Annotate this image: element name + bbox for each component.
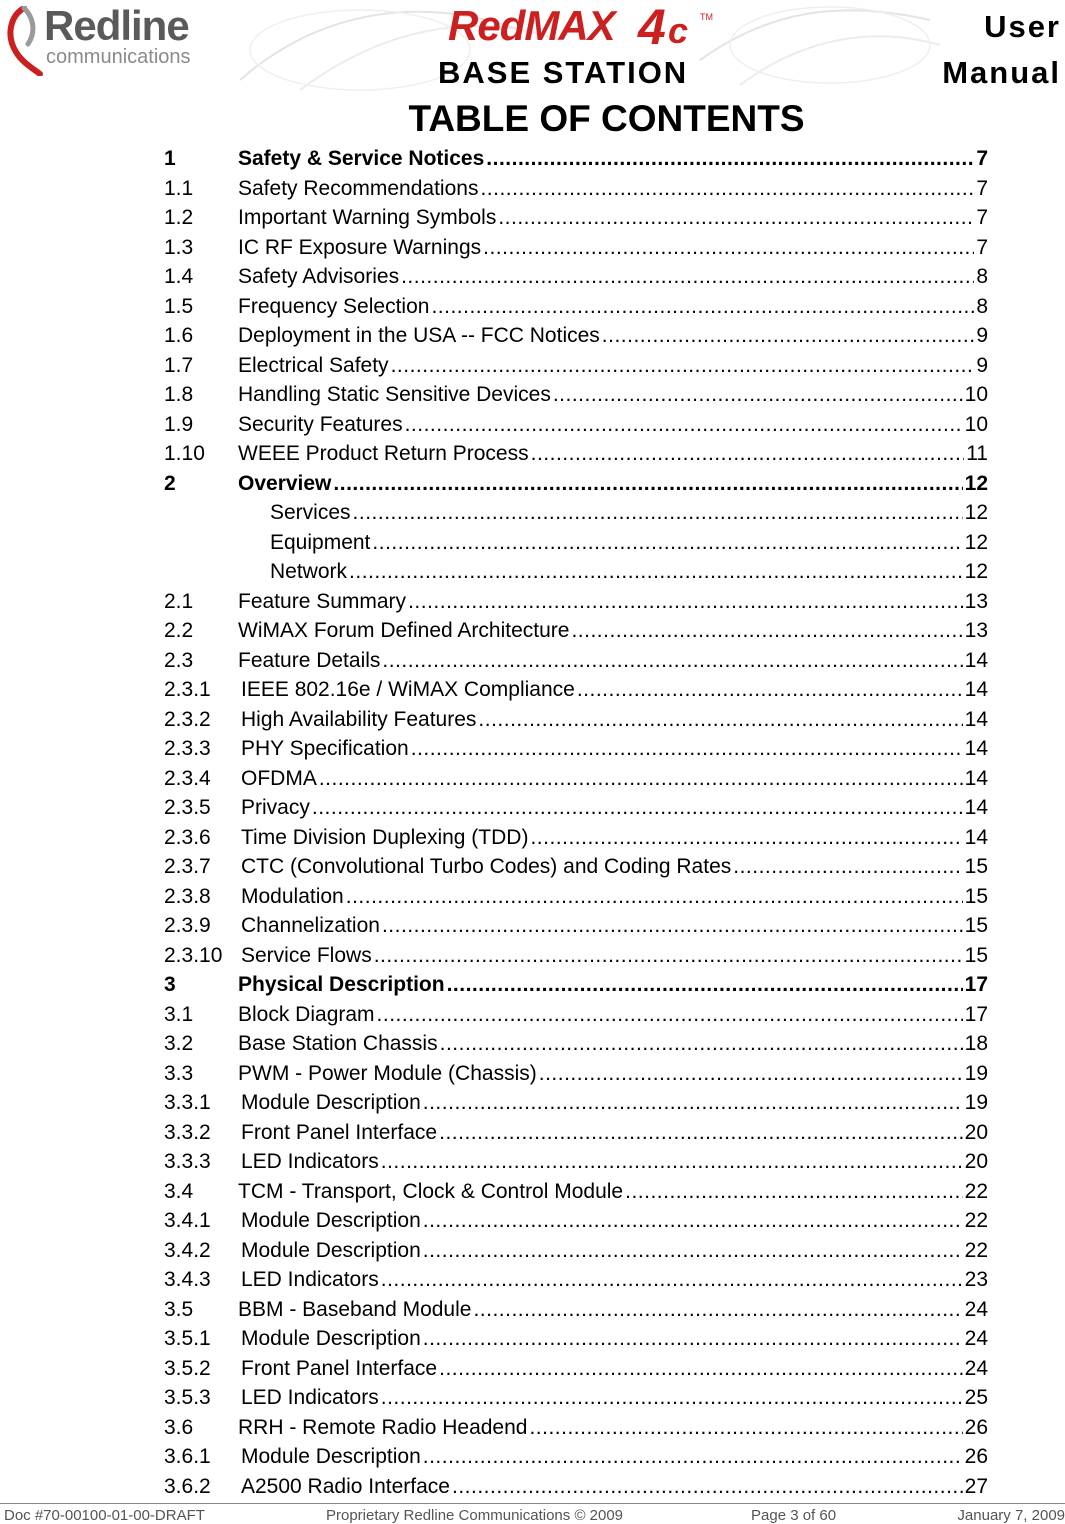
toc-entry[interactable] bbox=[164, 292, 988, 322]
toc-entry[interactable] bbox=[164, 203, 988, 233]
toc-entry[interactable] bbox=[164, 646, 988, 676]
footer-divider bbox=[0, 1503, 1065, 1504]
toc-entry[interactable] bbox=[164, 941, 988, 971]
toc-dot-leader bbox=[531, 439, 965, 469]
toc-entry-line bbox=[238, 1177, 988, 1207]
toc-entry[interactable] bbox=[164, 439, 988, 469]
toc-entry-line bbox=[241, 675, 988, 705]
toc-entry-title[interactable]: Electrical Safety bbox=[238, 353, 389, 377]
toc-entry-page[interactable]: 22 bbox=[964, 1209, 988, 1232]
toc-entry[interactable] bbox=[164, 1088, 988, 1118]
toc-entry-title[interactable]: PWM - Power Module (Chassis) bbox=[238, 1061, 537, 1085]
toc-dot-leader bbox=[408, 587, 963, 617]
toc-entry-line bbox=[241, 1265, 988, 1295]
toc-entry-number: 3.5.3 bbox=[164, 1386, 211, 1409]
toc-entry-number: 2.3.1 bbox=[164, 678, 211, 701]
toc-entry-line bbox=[241, 1088, 988, 1118]
toc-entry[interactable] bbox=[164, 1442, 988, 1472]
toc-entry-title[interactable]: BBM - Baseband Module bbox=[238, 1297, 472, 1321]
toc-dot-leader bbox=[377, 1000, 963, 1030]
toc-dot-leader bbox=[439, 1354, 963, 1384]
toc-entry-line bbox=[238, 1059, 988, 1089]
toc-dot-leader bbox=[530, 823, 962, 853]
toc-entry-number: 2.3.3 bbox=[164, 737, 211, 760]
toc-entry-number: 2.3.9 bbox=[164, 914, 211, 937]
toc-entry-line bbox=[241, 911, 988, 941]
toc-entry-title[interactable]: LED Indicators bbox=[241, 1386, 379, 1409]
toc-entry-number: 3.2 bbox=[164, 1032, 194, 1055]
toc-entry-number: 1.7 bbox=[164, 353, 194, 377]
toc-dot-leader bbox=[539, 1059, 963, 1089]
toc-entry[interactable] bbox=[164, 793, 988, 823]
toc-entry[interactable] bbox=[164, 262, 988, 292]
toc-entry-title[interactable]: OFDMA bbox=[241, 766, 317, 790]
toc-entry-title[interactable]: Modulation bbox=[241, 884, 344, 908]
toc-entry-title[interactable]: Feature Summary bbox=[238, 589, 407, 613]
toc-entry-line bbox=[238, 1413, 988, 1443]
toc-dot-leader bbox=[401, 262, 974, 292]
toc-entry-number: 2.3.6 bbox=[164, 825, 211, 849]
toc-entry-line bbox=[241, 882, 988, 912]
toc-entry-line bbox=[241, 1206, 988, 1236]
toc-entry-line bbox=[241, 941, 988, 971]
toc-dot-leader bbox=[498, 203, 974, 233]
toc-dot-leader bbox=[382, 646, 962, 676]
toc-entry-number: 3.3.2 bbox=[164, 1120, 211, 1144]
toc-entry-line bbox=[238, 616, 988, 646]
toc-entry-title[interactable]: IC RF Exposure Warnings bbox=[238, 235, 482, 259]
toc-entry-page[interactable]: 18 bbox=[964, 1032, 988, 1055]
toc-entry-line bbox=[241, 1118, 988, 1148]
toc-entry[interactable] bbox=[164, 469, 988, 499]
toc-dot-leader bbox=[423, 1236, 963, 1266]
toc-entry-number: 3.4.3 bbox=[164, 1268, 211, 1291]
toc-entry-page[interactable]: 7 bbox=[976, 235, 988, 259]
toc-entry-line bbox=[238, 262, 988, 292]
toc-entry-number: 3.6 bbox=[164, 1415, 194, 1439]
toc-entry-title[interactable]: TCM - Transport, Clock & Control Module bbox=[238, 1179, 624, 1203]
toc-entry-page[interactable]: 17 bbox=[964, 973, 988, 996]
toc-entry[interactable] bbox=[164, 144, 988, 174]
toc-entry-title[interactable]: Base Station Chassis bbox=[238, 1032, 438, 1055]
toc-entry-line bbox=[241, 793, 988, 823]
toc-entry[interactable] bbox=[164, 1383, 988, 1413]
toc-entry-page[interactable]: 20 bbox=[964, 1150, 988, 1173]
toc-entry-page[interactable]: 14 bbox=[964, 825, 988, 849]
toc-entry[interactable] bbox=[164, 705, 988, 735]
toc-dot-leader bbox=[391, 351, 975, 381]
toc-entry-title[interactable]: Module Description bbox=[241, 1445, 421, 1468]
toc-entry-title[interactable]: Service Flows bbox=[241, 943, 372, 967]
toc-entry-line bbox=[238, 439, 988, 469]
toc-entry-line bbox=[241, 705, 988, 735]
toc-entry-line bbox=[241, 734, 988, 764]
toc-entry-page[interactable]: 12 bbox=[964, 530, 988, 554]
toc-entry-title[interactable]: Safety Recommendations bbox=[238, 176, 479, 200]
toc-entry-number: 1.2 bbox=[164, 206, 194, 229]
page-header bbox=[0, 0, 1065, 100]
brand-four: 4 bbox=[638, 0, 666, 55]
company-subtitle: communications bbox=[46, 46, 191, 68]
toc-entry-page[interactable]: 19 bbox=[964, 1061, 988, 1085]
toc-entry-number: 3 bbox=[164, 973, 176, 996]
toc-entry-line bbox=[238, 410, 988, 440]
footer-doc-number: Doc #70-00100-01-00-DRAFT bbox=[4, 1507, 205, 1524]
toc-entry-title[interactable]: LED Indicators bbox=[241, 1268, 379, 1291]
toc-entry-page[interactable]: 20 bbox=[964, 1120, 988, 1144]
toc-entry-title[interactable]: LED Indicators bbox=[241, 1150, 379, 1173]
toc-entry[interactable] bbox=[164, 1295, 988, 1325]
toc-entry[interactable] bbox=[164, 410, 988, 440]
toc-entry-page[interactable]: 24 bbox=[964, 1356, 988, 1380]
toc-entry-page[interactable]: 9 bbox=[976, 324, 988, 347]
toc-entry-title[interactable]: RRH - Remote Radio Headend bbox=[238, 1415, 528, 1439]
toc-entry-number: 2.1 bbox=[164, 589, 194, 613]
toc-entry-number: 2.3.8 bbox=[164, 884, 211, 908]
toc-entry-title[interactable]: IEEE 802.16e / WiMAX Compliance bbox=[241, 678, 575, 701]
toc-entry[interactable] bbox=[164, 321, 988, 351]
toc-entry-line bbox=[241, 823, 988, 853]
toc-dot-leader bbox=[478, 705, 962, 735]
toc-entry[interactable] bbox=[164, 1206, 988, 1236]
toc-entry-page[interactable]: 7 bbox=[976, 147, 988, 170]
toc-dot-leader bbox=[577, 675, 963, 705]
toc-entry-line bbox=[241, 1442, 988, 1472]
toc-entry-title[interactable]: Network bbox=[270, 560, 348, 583]
toc-entry-number: 3.5.1 bbox=[164, 1327, 211, 1350]
toc-entry-title[interactable]: Security Features bbox=[238, 412, 403, 436]
toc-entry-title[interactable]: Module Description bbox=[241, 1209, 421, 1232]
toc-dot-leader bbox=[381, 1265, 963, 1295]
toc-dot-leader bbox=[486, 144, 974, 174]
toc-entry-title[interactable]: Important Warning Symbols bbox=[238, 206, 497, 229]
toc-dot-leader bbox=[312, 793, 963, 823]
toc-entry[interactable] bbox=[164, 764, 988, 794]
toc-dot-leader bbox=[423, 1088, 963, 1118]
toc-entry-page[interactable]: 8 bbox=[976, 294, 988, 318]
toc-entry-number: 2 bbox=[164, 471, 176, 495]
toc-entry[interactable] bbox=[164, 823, 988, 853]
toc-entry-page[interactable]: 7 bbox=[976, 206, 988, 229]
toc-entry-page[interactable]: 25 bbox=[964, 1386, 988, 1409]
toc-entry-page[interactable]: 9 bbox=[976, 353, 988, 377]
toc-entry-title[interactable]: PHY Specification bbox=[241, 737, 409, 760]
toc-entry-line bbox=[270, 528, 988, 558]
toc-dot-leader bbox=[452, 1472, 963, 1502]
toc-entry-line bbox=[238, 1295, 988, 1325]
toc-dot-leader bbox=[733, 852, 962, 882]
toc-entry-line bbox=[241, 852, 988, 882]
toc-entry-page[interactable]: 23 bbox=[964, 1268, 988, 1291]
base-station-title: BASE STATION bbox=[438, 55, 689, 90]
toc-entry[interactable] bbox=[164, 1236, 988, 1266]
toc-entry-number: 1.5 bbox=[164, 294, 194, 318]
toc-entry[interactable] bbox=[164, 882, 988, 912]
toc-entry-page[interactable]: 14 bbox=[964, 707, 988, 731]
toc-entry-number: 1.6 bbox=[164, 324, 194, 347]
toc-entry-page[interactable]: 14 bbox=[964, 737, 988, 760]
toc-entry[interactable] bbox=[164, 1118, 988, 1148]
toc-entry-line bbox=[238, 380, 988, 410]
toc-entry-page[interactable]: 15 bbox=[964, 855, 988, 878]
toc-entry-number: 3.3.1 bbox=[164, 1091, 211, 1114]
toc-entry-title[interactable]: WiMAX Forum Defined Architecture bbox=[238, 619, 570, 642]
toc-dot-leader bbox=[319, 764, 963, 794]
toc-entry-number: 1.1 bbox=[164, 176, 194, 200]
toc-dot-leader bbox=[473, 1295, 962, 1325]
footer-page-number: Page 3 of 60 bbox=[751, 1507, 837, 1524]
toc-entry-page[interactable]: 15 bbox=[964, 943, 988, 967]
toc-entry-page[interactable]: 12 bbox=[964, 501, 988, 524]
toc-entry-page[interactable]: 22 bbox=[964, 1179, 988, 1203]
toc-entry-title[interactable]: CTC (Convolutional Turbo Codes) and Coding Rates bbox=[241, 855, 732, 878]
toc-entry-number: 3.5.2 bbox=[164, 1356, 211, 1380]
toc-entry[interactable] bbox=[164, 587, 988, 617]
toc-entry-title[interactable]: Module Description bbox=[241, 1238, 421, 1262]
toc-entry-number: 1.10 bbox=[164, 442, 205, 465]
toc-entry-line bbox=[241, 1236, 988, 1266]
user-word: User bbox=[984, 9, 1061, 44]
table-of-contents bbox=[164, 144, 988, 1501]
toc-entry-page[interactable]: 14 bbox=[964, 648, 988, 672]
toc-title: TABLE OF CONTENTS bbox=[408, 98, 805, 139]
toc-entry[interactable] bbox=[164, 380, 988, 410]
toc-entry[interactable] bbox=[164, 1472, 988, 1502]
toc-entry-page[interactable]: 10 bbox=[964, 383, 988, 406]
toc-dot-leader bbox=[423, 1206, 963, 1236]
toc-entry-number: 2.2 bbox=[164, 619, 194, 642]
toc-entry-page[interactable]: 14 bbox=[964, 678, 988, 701]
toc-entry-line bbox=[241, 1324, 988, 1354]
manual-word: Manual bbox=[942, 55, 1061, 90]
toc-entry-number: 2.3.7 bbox=[164, 855, 211, 878]
toc-entry-line bbox=[241, 1354, 988, 1384]
toc-entry-line bbox=[238, 646, 988, 676]
toc-dot-leader bbox=[571, 616, 962, 646]
toc-entry-line bbox=[238, 469, 988, 499]
toc-entry-page[interactable]: 24 bbox=[964, 1327, 988, 1350]
toc-entry[interactable] bbox=[164, 911, 988, 941]
toc-entry[interactable] bbox=[164, 498, 988, 528]
toc-entry-page[interactable]: 12 bbox=[964, 560, 988, 583]
toc-dot-leader bbox=[529, 1413, 962, 1443]
toc-entry[interactable] bbox=[164, 1324, 988, 1354]
toc-entry[interactable] bbox=[164, 1059, 988, 1089]
toc-entry-title[interactable]: Safety & Service Notices bbox=[238, 147, 485, 170]
toc-entry[interactable] bbox=[164, 1354, 988, 1384]
toc-entry-number: 1.3 bbox=[164, 235, 194, 259]
toc-dot-leader bbox=[353, 498, 963, 528]
toc-dot-leader bbox=[440, 1029, 963, 1059]
toc-entry-number: 2.3.10 bbox=[164, 943, 223, 967]
toc-entry-title[interactable]: Safety Advisories bbox=[238, 265, 400, 288]
toc-entry-title[interactable]: Equipment bbox=[270, 530, 371, 554]
toc-entry[interactable] bbox=[164, 233, 988, 263]
toc-entry-page[interactable]: 12 bbox=[964, 471, 988, 495]
toc-dot-leader bbox=[431, 292, 974, 322]
redline-swirl-icon bbox=[2, 6, 46, 76]
toc-dot-leader bbox=[602, 321, 975, 351]
toc-dot-leader bbox=[381, 1147, 963, 1177]
toc-dot-leader bbox=[349, 557, 963, 587]
toc-entry-number: 3.5 bbox=[164, 1297, 194, 1321]
user-manual-title bbox=[942, 4, 1061, 96]
toc-entry-title[interactable]: Time Division Duplexing (TDD) bbox=[241, 825, 529, 849]
toc-entry-line bbox=[238, 233, 988, 263]
toc-entry[interactable] bbox=[164, 1177, 988, 1207]
toc-entry-title[interactable]: Feature Details bbox=[238, 648, 381, 672]
toc-entry-line bbox=[241, 1472, 988, 1502]
brand-c: c bbox=[668, 10, 689, 51]
brand-wordmark bbox=[448, 2, 615, 50]
toc-entry-number: 2.3.5 bbox=[164, 796, 211, 819]
toc-entry[interactable] bbox=[164, 174, 988, 204]
toc-entry[interactable] bbox=[164, 1413, 988, 1443]
toc-entry-title[interactable]: High Availability Features bbox=[241, 707, 477, 731]
toc-dot-leader bbox=[333, 469, 962, 499]
toc-entry-number: 1.8 bbox=[164, 383, 194, 406]
toc-dot-leader bbox=[439, 1118, 963, 1148]
toc-entry-title[interactable]: Block Diagram bbox=[238, 1002, 375, 1026]
toc-entry-title[interactable]: Front Panel Interface bbox=[241, 1120, 438, 1144]
toc-entry-line bbox=[238, 292, 988, 322]
toc-dot-leader bbox=[382, 911, 963, 941]
toc-entry-line bbox=[238, 321, 988, 351]
toc-dot-leader bbox=[423, 1324, 963, 1354]
toc-entry-title[interactable]: Services bbox=[270, 501, 351, 524]
toc-entry-line bbox=[270, 498, 988, 528]
toc-entry-line bbox=[238, 1029, 988, 1059]
toc-entry-number: 2.3.4 bbox=[164, 766, 211, 790]
toc-entry-page[interactable]: 14 bbox=[964, 766, 988, 790]
toc-entry-number: 3.4.1 bbox=[164, 1209, 211, 1232]
toc-entry-line bbox=[238, 1000, 988, 1030]
toc-entry-number: 3.6.2 bbox=[164, 1474, 211, 1498]
toc-entry-line bbox=[241, 764, 988, 794]
toc-entry-title[interactable]: Deployment in the USA -- FCC Notices bbox=[238, 324, 600, 347]
toc-entry-title[interactable]: Handling Static Sensitive Devices bbox=[238, 383, 551, 406]
toc-entry[interactable] bbox=[164, 734, 988, 764]
toc-dot-leader bbox=[483, 233, 974, 263]
toc-entry[interactable] bbox=[164, 557, 988, 587]
toc-entry-number: 1 bbox=[164, 147, 176, 170]
toc-entry-page[interactable]: 15 bbox=[964, 914, 988, 937]
toc-entry-line bbox=[241, 1383, 988, 1413]
toc-entry-page[interactable]: 11 bbox=[966, 442, 988, 465]
toc-entry[interactable] bbox=[164, 1000, 988, 1030]
toc-entry[interactable] bbox=[164, 351, 988, 381]
toc-entry[interactable] bbox=[164, 852, 988, 882]
toc-entry-page[interactable]: 26 bbox=[964, 1445, 988, 1468]
toc-entry-number: 3.6.1 bbox=[164, 1445, 211, 1468]
toc-entry-page[interactable]: 26 bbox=[964, 1415, 988, 1439]
toc-entry[interactable] bbox=[164, 528, 988, 558]
toc-entry-line bbox=[238, 203, 988, 233]
toc-entry-page[interactable]: 27 bbox=[964, 1474, 988, 1498]
toc-entry-page[interactable]: 19 bbox=[964, 1091, 988, 1114]
toc-entry-number: 3.3 bbox=[164, 1061, 194, 1085]
toc-entry-line bbox=[238, 351, 988, 381]
toc-entry-page[interactable]: 14 bbox=[964, 796, 988, 819]
footer-copyright: Proprietary Redline Communications © 2009 bbox=[326, 1507, 624, 1524]
toc-entry-title[interactable]: Physical Description bbox=[238, 973, 445, 996]
toc-dot-leader bbox=[480, 174, 974, 204]
toc-entry-page[interactable]: 10 bbox=[964, 412, 988, 436]
toc-dot-leader bbox=[447, 970, 963, 1000]
toc-entry-number: 2.3.2 bbox=[164, 707, 211, 731]
toc-dot-leader bbox=[374, 941, 963, 971]
toc-dot-leader bbox=[625, 1177, 963, 1207]
redline-logo bbox=[0, 2, 215, 82]
toc-entry-title[interactable]: Frequency Selection bbox=[238, 294, 430, 318]
toc-entry-number: 2.3 bbox=[164, 648, 194, 672]
toc-entry-page[interactable]: 8 bbox=[976, 265, 988, 288]
toc-entry-line bbox=[270, 557, 988, 587]
toc-entry-number: 3.1 bbox=[164, 1002, 194, 1026]
toc-entry-page[interactable]: 24 bbox=[964, 1297, 988, 1321]
toc-entry-title[interactable]: Overview bbox=[238, 471, 332, 495]
toc-entry-number: 3.4.2 bbox=[164, 1238, 211, 1262]
brand-max: MAX bbox=[524, 2, 615, 49]
toc-entry[interactable] bbox=[164, 1265, 988, 1295]
toc-entry-number: 1.4 bbox=[164, 265, 194, 288]
toc-entry-title[interactable]: Channelization bbox=[241, 914, 380, 937]
toc-entry-number: 1.9 bbox=[164, 412, 194, 436]
toc-entry-title[interactable]: WEEE Product Return Process bbox=[238, 442, 529, 465]
footer-date: January 7, 2009 bbox=[957, 1507, 1065, 1524]
toc-entry[interactable] bbox=[164, 970, 988, 1000]
toc-entry-page[interactable]: 7 bbox=[976, 176, 988, 200]
toc-dot-leader bbox=[346, 882, 963, 912]
toc-dot-leader bbox=[372, 528, 962, 558]
toc-entry-number: 3.3.3 bbox=[164, 1150, 211, 1173]
toc-entry[interactable] bbox=[164, 1147, 988, 1177]
toc-entry-page[interactable]: 17 bbox=[964, 1002, 988, 1026]
company-name: Redline bbox=[44, 2, 189, 49]
toc-entry[interactable] bbox=[164, 1029, 988, 1059]
toc-entry[interactable] bbox=[164, 616, 988, 646]
toc-entry-page[interactable]: 13 bbox=[964, 589, 988, 613]
toc-entry-line bbox=[238, 970, 988, 1000]
toc-entry-line bbox=[238, 144, 988, 174]
toc-dot-leader bbox=[381, 1383, 963, 1413]
toc-entry-page[interactable]: 13 bbox=[964, 619, 988, 642]
toc-entry-title[interactable]: Module Description bbox=[241, 1091, 421, 1114]
toc-entry-line bbox=[241, 1147, 988, 1177]
toc-dot-leader bbox=[423, 1442, 963, 1472]
toc-entry-title[interactable]: A2500 Radio Interface bbox=[241, 1474, 450, 1498]
toc-entry-title[interactable]: Front Panel Interface bbox=[241, 1356, 438, 1380]
toc-entry[interactable] bbox=[164, 675, 988, 705]
toc-entry-page[interactable]: 22 bbox=[964, 1238, 988, 1262]
toc-dot-leader bbox=[405, 410, 963, 440]
toc-entry-page[interactable]: 15 bbox=[964, 884, 988, 908]
toc-entry-line bbox=[238, 587, 988, 617]
brand-red: Red bbox=[448, 2, 525, 49]
toc-entry-title[interactable]: Module Description bbox=[241, 1327, 421, 1350]
toc-entry-title[interactable]: Privacy bbox=[241, 796, 310, 819]
toc-entry-number: 3.4 bbox=[164, 1179, 194, 1203]
toc-entry-line bbox=[238, 174, 988, 204]
trademark-mark: TM bbox=[700, 12, 713, 22]
toc-dot-leader bbox=[553, 380, 963, 410]
toc-dot-leader bbox=[411, 734, 963, 764]
